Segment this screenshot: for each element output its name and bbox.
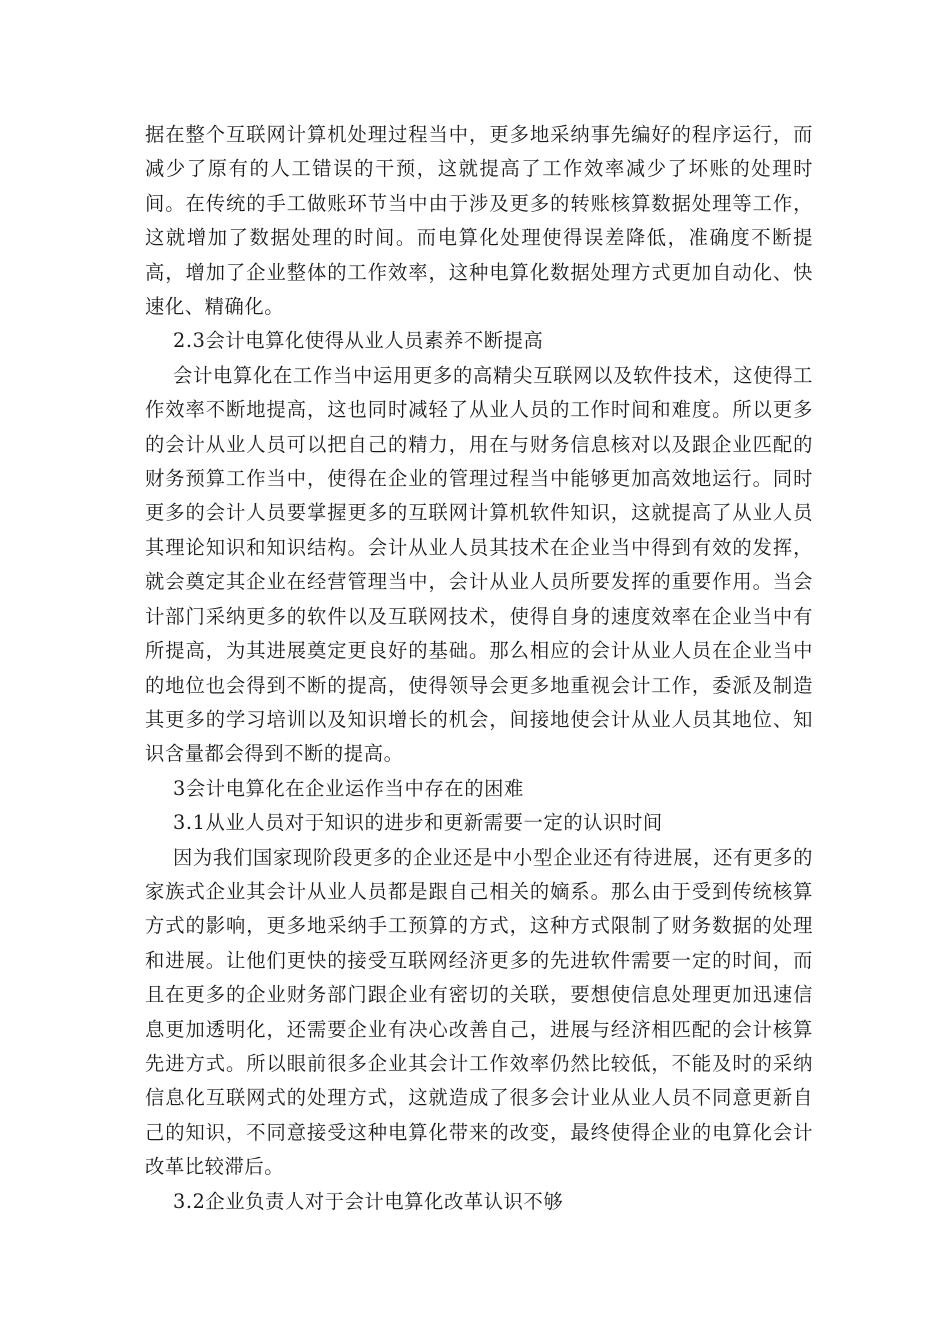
section-heading-2-3: 2.3会计电算化使得从业人员素养不断提高	[173, 329, 544, 353]
section-heading-3: 3会计电算化在企业运作当中存在的困难	[173, 776, 524, 800]
section-heading-3-2: 3.2企业负责人对于会计电算化改革认识不够	[173, 1189, 564, 1213]
paragraph-continued: 据在整个互联网计算机处理过程当中，更多地采纳事先编好的程序运行，而减少了原有的人工错误的干预，这就提高了工作效率减少了坏账的处理时间。在传统的手工做账环节当中由于涉及更多的转账核算数据处理等工作，这就增加了数据处理的时间。而电算化处理使得误差降低，准确度不断提高，增加了企业整体的工作效率，这种电算化数据处理方式更加自动化、快速化、精确化。	[145, 123, 813, 319]
paragraph: 会计电算化在工作当中运用更多的高精尖互联网以及软件技术，这使得工作效率不断地提高，这也同时减轻了从业人员的工作时间和难度。所以更多的会计从业人员可以把自己的精力，用在与财务信息核对以及跟企业匹配的财务预算工作当中，使得在企业的管理过程当中能够更加高效地运行。同时更多的会计人员要掌握更多的互联网计算机软件知识，这就提高了从业人员其理论知识和知识结构。会计从业人员其技术在企业当中得到有效的发挥，就会奠定其企业在经营管理当中，会计从业人员所要发挥的重要作用。当会计部门采纳更多的软件以及互联网技术，使得自身的速度效率在企业当中有所提高，为其进展奠定更良好的基础。那么相应的会计从业人员在企业当中的地位也会得到不断的提高，使得领导会更多地重视会计工作，委派及制造其更多的学习培训以及知识增长的机会，间接地使会计从业人员其地位、知识含量都会得到不断的提高。	[145, 363, 813, 766]
paragraph: 因为我们国家现阶段更多的企业还是中小型企业还有待进展，还有更多的家族式企业其会计从业人员都是跟自己相关的嫡系。那么由于受到传统核算方式的影响，更多地采纳手工预算的方式，这种方式限制了财务数据的处理和进展。让他们更快的接受互联网经济更多的先进软件需要一定的时间，而且在更多的企业财务部门跟企业有密切的关联，要想使信息处理更加迅速信息更加透明化，还需要企业有决心改善自己，进展与经济相匹配的会计核算先进方式。所以眼前很多企业其会计工作效率仍然比较低，不能及时的采纳信息化互联网式的处理方式，这就造成了很多会计业从业人员不同意更新自己的知识，不同意接受这种电算化带来的改变，最终使得企业的电算化会计改革比较滞后。	[145, 845, 813, 1179]
document-body	[145, 118, 813, 1219]
section-heading-3-1: 3.1从业人员对于知识的进步和更新需要一定的认识时间	[173, 811, 663, 835]
